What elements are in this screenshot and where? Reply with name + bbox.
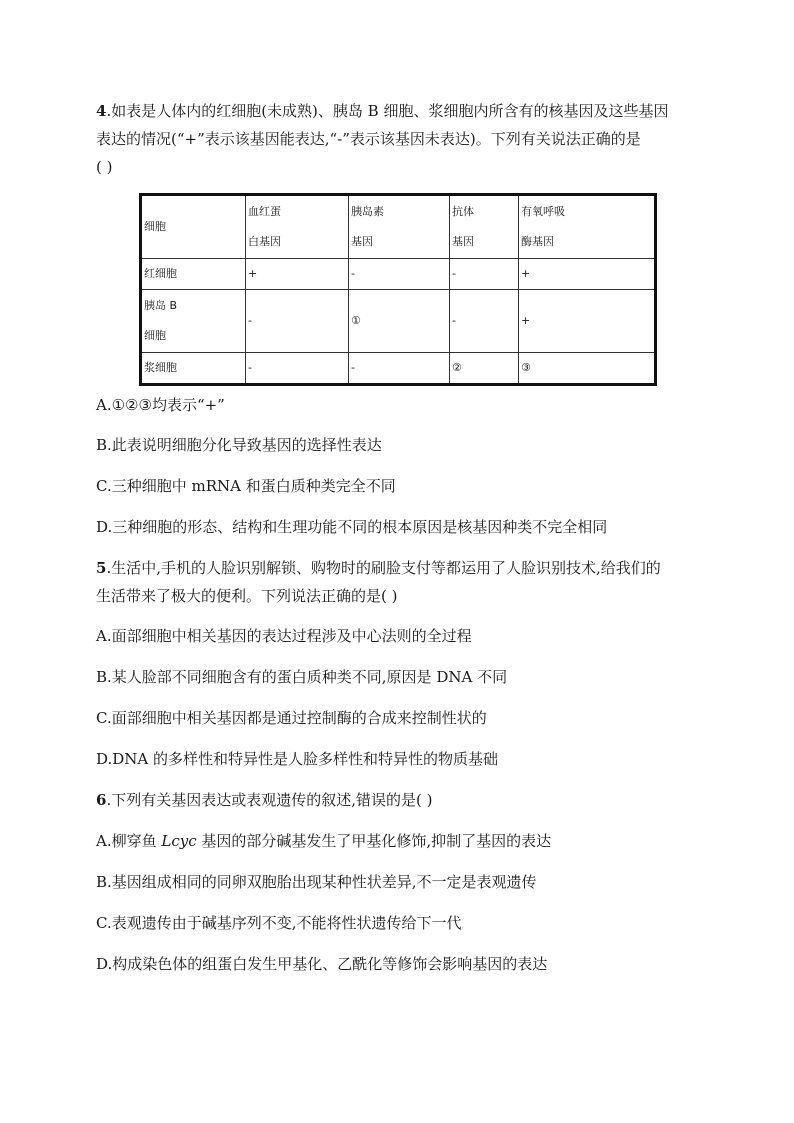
table-cell: - [349,259,450,290]
q4-option-c: C.三种细胞中 mRNA 和蛋白质种类完全不同 [96,477,396,495]
q6-stem: 6.下列有关基因表达或表观遗传的叙述,错误的是( ) [96,791,433,809]
header-respiration-enzyme-gene: 有氧呼吸 酶基因 [519,195,656,259]
table-cell: + [246,259,349,290]
q5-option-c: C.面部细胞中相关基因都是通过控制酶的合成来控制性状的 [96,709,487,727]
table-row [141,259,656,290]
q6-option-a: A.柳穿鱼 Lcyc 基因的部分碱基发生了甲基化修饰,抑制了基因的表达 [96,832,552,850]
q4-stem-line1: 4.如表是人体内的红细胞(未成熟)、胰岛 B 细胞、浆细胞内所含有的核基因及这些基因 [96,102,669,120]
table-header-row [141,195,656,259]
q6-number: 6 [96,791,107,809]
table-cell: + [519,290,656,353]
header-antibody-gene: 抗体 基因 [450,195,519,259]
q6-option-c: C.表观遗传由于碱基序列不变,不能将性状遗传给下一代 [96,914,462,932]
q4-stem-line2: 表达的情况(“+”表示该基因能表达,“-”表示该基因未表达)。下列有关说法正确的是 [96,130,641,148]
q4-option-b: B.此表说明细胞分化导致基因的选择性表达 [96,436,382,454]
gene-expression-table [139,193,657,386]
table-cell: - [349,353,450,385]
table-cell: ③ [519,353,656,385]
row-label-islet-b-cell: 胰岛 B 细胞 [141,290,246,353]
q4-answer-blank: ( ) [96,158,113,176]
table-cell: - [246,353,349,385]
q4-number: 4 [96,102,107,120]
q5-number: 5 [96,559,107,577]
row-label-red-blood-cell: 红细胞 [141,259,246,290]
table-row [141,290,656,353]
q5-stem-line2: 生活带来了极大的便利。下列说法正确的是( ) [96,587,398,605]
q5-option-a: A.面部细胞中相关基因的表达过程涉及中心法则的全过程 [96,627,472,645]
q6-option-b: B.基因组成相同的同卵双胞胎出现某种性状差异,不一定是表观遗传 [96,873,537,891]
q5-option-b: B.某人脸部不同细胞含有的蛋白质种类不同,原因是 DNA 不同 [96,668,508,686]
q4-option-d: D.三种细胞的形态、结构和生理功能不同的根本原因是核基因种类不完全相同 [96,518,608,536]
q4-option-a: A.①②③均表示“+” [96,396,225,414]
table-cell: ② [450,353,519,385]
table-row [141,353,656,385]
table-cell: ① [349,290,450,353]
table-cell: - [246,290,349,353]
table-cell: - [450,259,519,290]
row-label-plasma-cell: 浆细胞 [141,353,246,385]
q5-stem-line1: 5.生活中,手机的人脸识别解锁、购物时的刷脸支付等都运用了人脸识别技术,给我们的 [96,559,661,577]
header-hemoglobin-gene: 血红蛋 白基因 [246,195,349,259]
q6-option-d: D.构成染色体的组蛋白发生甲基化、乙酰化等修饰会影响基因的表达 [96,955,548,973]
gene-name-lcyc: Lcyc [161,832,197,850]
table-cell: + [519,259,656,290]
table-cell: - [450,290,519,353]
q5-option-d: D.DNA 的多样性和特异性是人脸多样性和特异性的物质基础 [96,750,499,768]
header-cell-type: 细胞 [141,195,246,259]
header-insulin-gene: 胰岛素 基因 [349,195,450,259]
